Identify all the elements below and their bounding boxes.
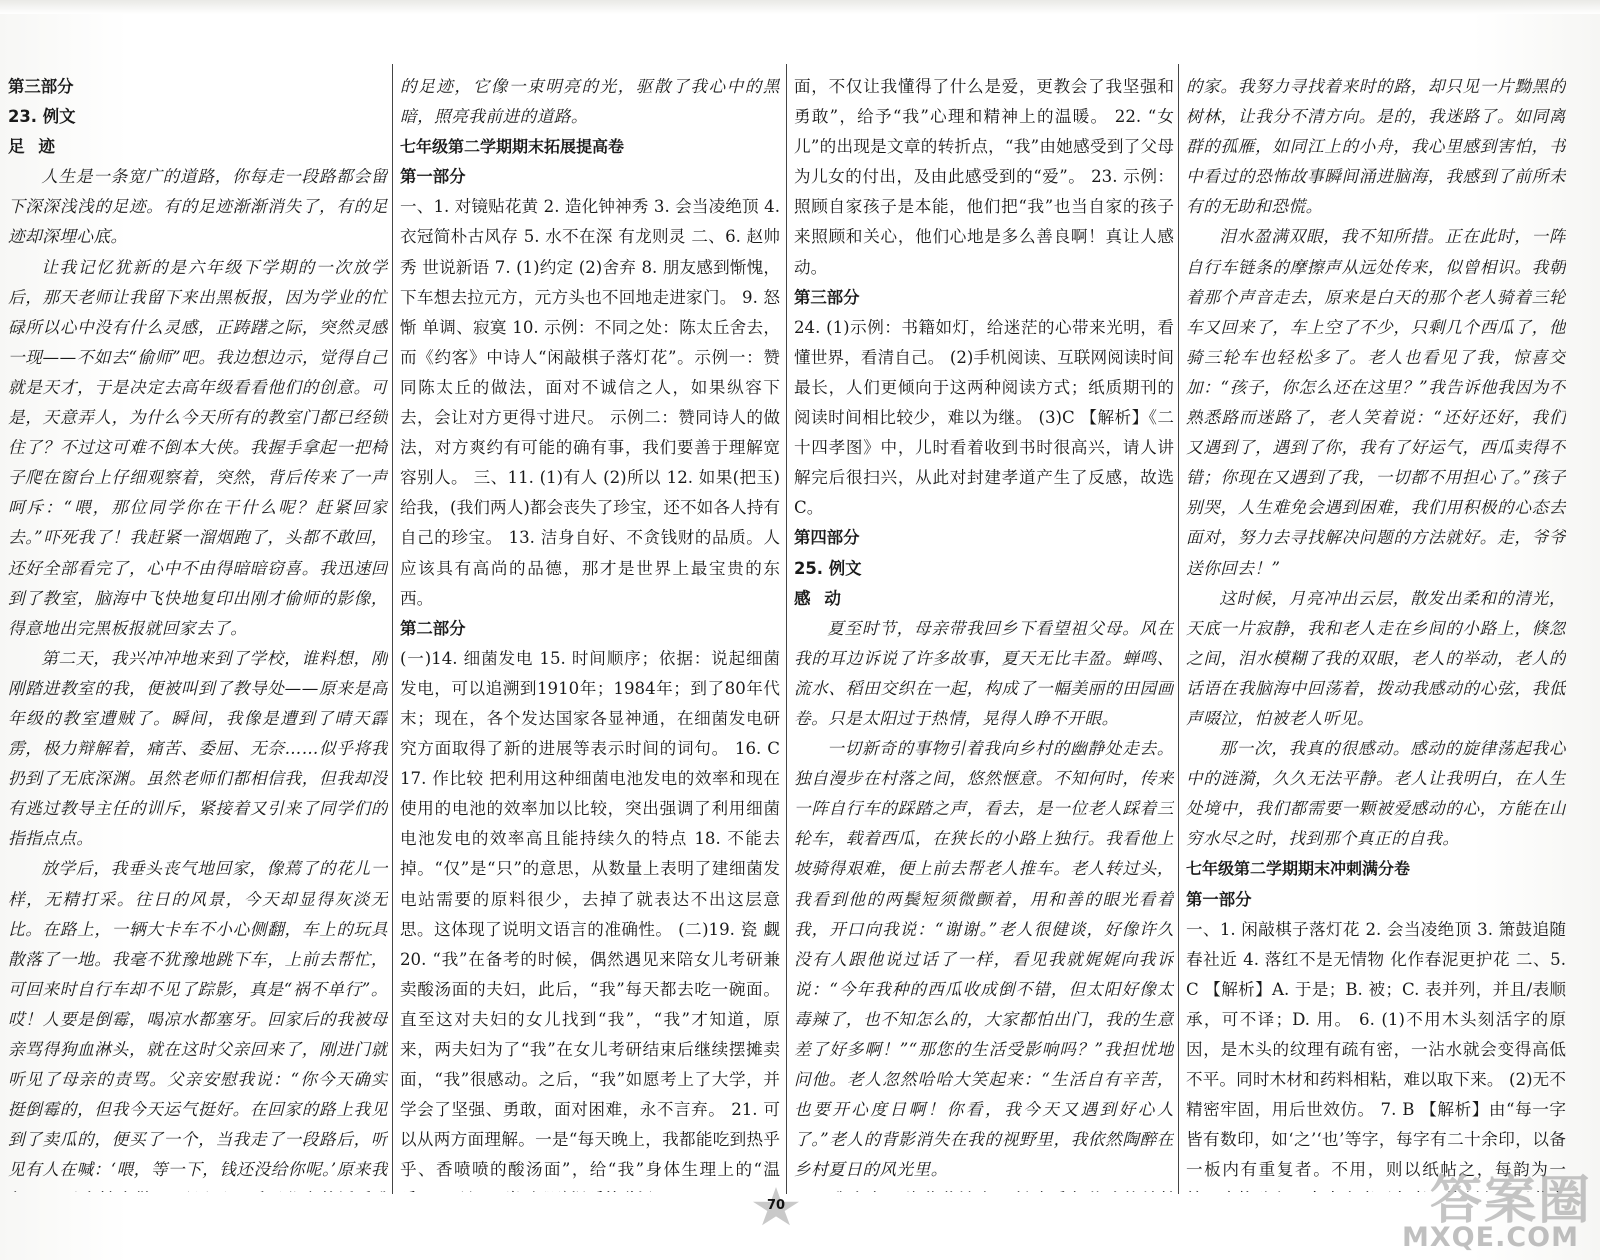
page-top-edge [0,0,1600,14]
exam-title: 七年级第二学期期末冲刺满分卷 [1186,859,1411,879]
item-label: 23. 例文 [8,107,76,127]
watermark-url: MXQE.COM [1402,1222,1579,1253]
essay-paragraph [794,1185,1174,1192]
essay-title: 足 迹 [8,137,59,157]
watermark-logo: 答案圈 [1430,1171,1593,1231]
section-heading: 第三部分 [794,287,860,307]
column-divider [786,64,787,1194]
page-number-badge [752,1187,800,1229]
answer-text: 24. (1)示例：书籍如灯，给迷茫的心带来光明，看懂世界，看清自己。 (2)手机阅读、互联网阅读时间最长，人们更倾向于这两种阅读方式；纸质期刊的阅读时间相比较少，难以为继。 (3)C 【解析】《二十四孝图》中，儿时看着收到书时很高兴，请人讲解完后很扫兴，从此对封建孝道产生了反感，故选C。 [794,317,1174,518]
column-divider [392,64,393,1194]
page-number: 70 [766,1198,786,1213]
item-label: 25. 例文 [794,558,862,578]
column-2 [400,72,780,1192]
section-heading: 第四部分 [794,528,860,548]
answer-text: (一)14. 细菌发电 15. 时间顺序；依据：说起细菌发电，可以追溯到1910年；1984年；到了80年代末；现在，各个发达国家各显神通，在细菌发电研究方面取得了新的进展等表示时间的词句。 16. C 17. 作比较 把利用这种细菌电池发电的效率和现在使用的电池的效率加以比较，突出强调了利用细菌电池发电的效率高且能持续久的特点 18. 不能去掉。“仅”是“只”的意思，从数量上表明了建细菌发电站需要的原料很少，去掉了就表达不出这层意思。这体现了说明文语言的准确性。 (二)19. 瓷 觑 20. “我”在备考的时候，偶然遇见来陪女儿考研兼卖酸汤面的夫妇，此后，“我”每天都去吃一碗面。直至这对夫妇的女儿找到“我”，“我”才知道，原来，两夫妇为了“我”在女儿考研结束后继续摆摊卖面，“我”很感动。之后，“我”如愿考上了大学，并学会了坚强、勇敢，面对困难，永不言弃。 21. 可以从两方面理解。一是“每天晚上，我都能吃到热乎乎、香喷喷的酸汤面”，给“我”身体生理上的“温 [400,648,780,1180]
essay-paragraph: 人生是一条宽广的道路，你每走一段路都会留下深深浅浅的足迹。有的足迹渐渐消失了，有的足迹却深埋心底。 [8,167,388,247]
essay-paragraph: 这时候，月亮冲出云层，散发出柔和的清光，天底一片寂静，我和老人走在乡间的小路上，倏忽之间，泪水模糊了我的双眼，老人的举动，老人的话语在我脑海中回荡着，拨动我感动的心弦，我低声啜泣，怕被老人听见。 [1186,588,1566,728]
column-3 [794,72,1174,1192]
watermark [1396,1156,1596,1256]
essay-paragraph: 让我记忆犹新的是六年级下学期的一次放学后，那天老师让我留下来出黑板报，因为学业的忙碌所以心中没有什么灵感，正踌躇之际，突然灵感一现——不如去“偷师”吧。我边想边示，觉得自己就是天才，于是决定去高年级看看他们的创意。可是，天意弄人，为什么今天所有的教室门都已经锁住了？不过这可难不倒本大侠。我握手拿起一把椅子爬在窗台上仔细观察着，突然，背后传来了一声呵斥：“喂，那位同学你在干什么呢？赶紧回家去。”吓死我了！我赶紧一溜烟跑了，头都不敢回，还好全部看完了，心中不由得暗暗窃喜。我迅速回到了教室，脑海中飞快地复印出刚才偷师的影像，得意地出完黑板报就回家去了。 [8,257,388,638]
section-heading: 第三部分 [8,77,74,96]
column-divider [1178,64,1179,1194]
essay-paragraph: 泪水盈满双眼，我不知所措。正在此时，一阵自行车链条的摩擦声从远处传来，似曾相识。我朝着那个声音走去，原来是白天的那个老人骑着三轮车又回来了，车上空了不少，只剩几个西瓜了，他骑三轮车也轻松多了。老人也看见了我，惊喜交加：“孩子，你怎么还在这里？”我告诉他我因为不熟悉路而迷路了，老人笑着说：“还好还好，我们又遇到了，遇到了你，我有了好运气，西瓜卖得不错；你现在又遇到了我，一切都不用担心了。”孩子别哭，人生难免会遇到困难，我们用积极的心态去面对，努力去寻找解决问题的方法就好。走，爷爷送你回去！” [1186,227,1566,578]
essay-paragraph: 放学后，我垂头丧气地回家，像蔫了的花儿一样，无精打采。往日的风景，今天却显得灰淡无比。在路上，一辆大卡车不小心侧翻，车上的玩具散落了一地。我毫不犹豫地跳下车，上前去帮忙，可回来时自行车却不见了踪影，真是“祸不单行”。哎！人要是倒霉，喝凉水都塞牙。回家后的我被母亲骂得狗血淋头，就在这时父亲回来了，刚进门就听见了母亲的责骂。父亲安慰我说：“你今天确实挺倒霉的，但我今天运气挺好。在回家的路上我见到了卖瓜的，便买了一个，当我走了一段路后，听见有人在喊：‘喂，等一下，钱还没给你呢。’原来我 [8,859,388,1180]
section-heading: 第一部分 [400,167,466,187]
essay-paragraph: 一切新奇的事物引着我向乡村的幽静处走去。独自漫步在村落之间，悠然惬意。不知何时，传来一阵自行车的踩踏之声，看去，是一位老人踩着三轮车，载着西瓜，在狭长的小路上独行。我看他上坡骑得艰难，便上前去帮老人推车。老人转过头，我看到他的两鬓短须微颤着，用和善的眼光看着我，开口向我说：“谢谢。”老人很健谈，好像许久没有人跟他说过话了一样，看见我就娓娓向我诉说：“今年我种的西瓜收成倒不错，但太阳好像太毒辣了，也不知怎么的，大家都怕出门，我的生意差了好多啊！”“那您的生活受影响吗？”我担忧地问他。老人忽然哈哈大笑起来：“生活自有辛苦，也要开心度日啊！你看，我今天又遇到好心人了。”老人的背影消失在我的视野里，我依然陶醉在乡村夏日的风光里。 [794,739,1174,1180]
exam-title: 七年级第二学期期末拓展提高卷 [400,137,625,157]
section-heading: 第二部分 [400,618,466,638]
essay-title: 感 动 [794,588,845,608]
essay-paragraph: 夏至时节，母亲带我回乡下看望祖父母。风在我的耳边诉说了许多故事，夏天无比丰盈。蝉鸣、流水、稻田交织在一起，构成了一幅美丽的田园画卷。只是太阳过于热情，晃得人睁不开眼。 [794,618,1174,728]
essay-paragraph: 的家。我努力寻找着来时的路，却只见一片黝黑的树林，让我分不清方向。是的，我迷路了。如同离群的孤雁，如同江上的小舟，我心里感到害怕，书中看过的恐怖故事瞬间涌进脑海，我感到了前所未有的无助和恐慌。 [1186,77,1566,217]
answer-text: 面，不仅让我懂得了什么是爱，更教会了我坚强和勇敢”，给予“我”心理和精神上的温暖。 22. “女儿”的出现是文章的转折点，“我”由她感受到了父母为儿女的付出，及由此感受到的“爱”。 23. 示例：照顾自家孩子是本能，他们把“我”也当自家的孩子来照顾和关心，他们心地是多么善良啊！真让人感动。 [794,77,1174,277]
column-1 [8,72,388,1192]
answer-text: 一、1. 对镜贴花黄 2. 造化钟神秀 3. 会当凌绝顶 4. 衣冠简朴古风存 5. 水不在深 有龙则灵 二、6. 赵帅秀 世说新语 7. (1)约定 (2)舍弃 8. 朋友感到惭愧，下车想去拉元方，元方头也不回地走进家门。 9. 怒 惭 单调、寂寞 10. 示例：不同之处：陈太丘舍去，而《约客》中诗人“闲敲棋子落灯花”。示例一：赞同陈太丘的做法，面对不诚信之人，如果纵容下去，会让对方更得寸进尺。 示例二：赞同诗人的做法，对方爽约有可能的确有事，我们要善于理解宽容别人。 三、11. (1)有人 (2)所以 12. 如果(把玉)给我，(我们两人)都会丧失了珍宝，还不如各人持有自己的珍宝。 13. 洁身自好、不贪钱财的品质。人应该具有高尚的品德，那才是世界上最宝贵的东西。 [400,197,780,608]
essay-paragraph: 第二天，我兴冲冲地来到了学校，谁料想，刚刚踏进教室的我，便被叫到了教导处——原来是高年级的教室遭贼了。瞬间，我像是遭到了晴天霹雳，极力辩解着，痛苦、委屈、无奈……似乎将我扔到了无底深渊。虽然老师们都相信我，但我却没有逃过教导主任的训斥，紧接着又引来了同学们的指指点点。 [8,648,388,849]
answer-text: 一、1. 闲敲棋子落灯花 2. 会当凌绝顶 3. 箫鼓追随春社近 4. 落红不是无情物 化作春泥更护花 二、5. C 【解析】A. 于是；B. 被；C. 表并列，并且/表顺承，可不译；D. 用。 6. (1)不用木头刻活字的原因，是木头的纹理有疏有密，一沾水就会变得高低不平。同时木材和药料相粘，难以取下来。 (2)无不精密牢固，用后世效仿。 7. B 【解析】由“每一字皆有数印，如‘之’‘也’等字，每字有二十余印，以备一板内有重复者。不用，则以纸帖之，每韵为一 [1186,919,1566,1180]
essay-paragraph: 那一次，我真的很感动。感动的旋律荡起我心中的涟漪，久久无法平静。老人让我明白，在人生处境中，我们都需要一颗被爱感动的心，方能在山穷水尽之时，找到那个真正的自我。 [1186,739,1566,849]
essay-continuation: 的足迹，它像一束明亮的光，驱散了我心中的黑暗，照亮我前进的道路。 [400,77,780,127]
column-4 [1186,72,1566,1192]
section-heading: 第一部分 [1186,889,1252,909]
